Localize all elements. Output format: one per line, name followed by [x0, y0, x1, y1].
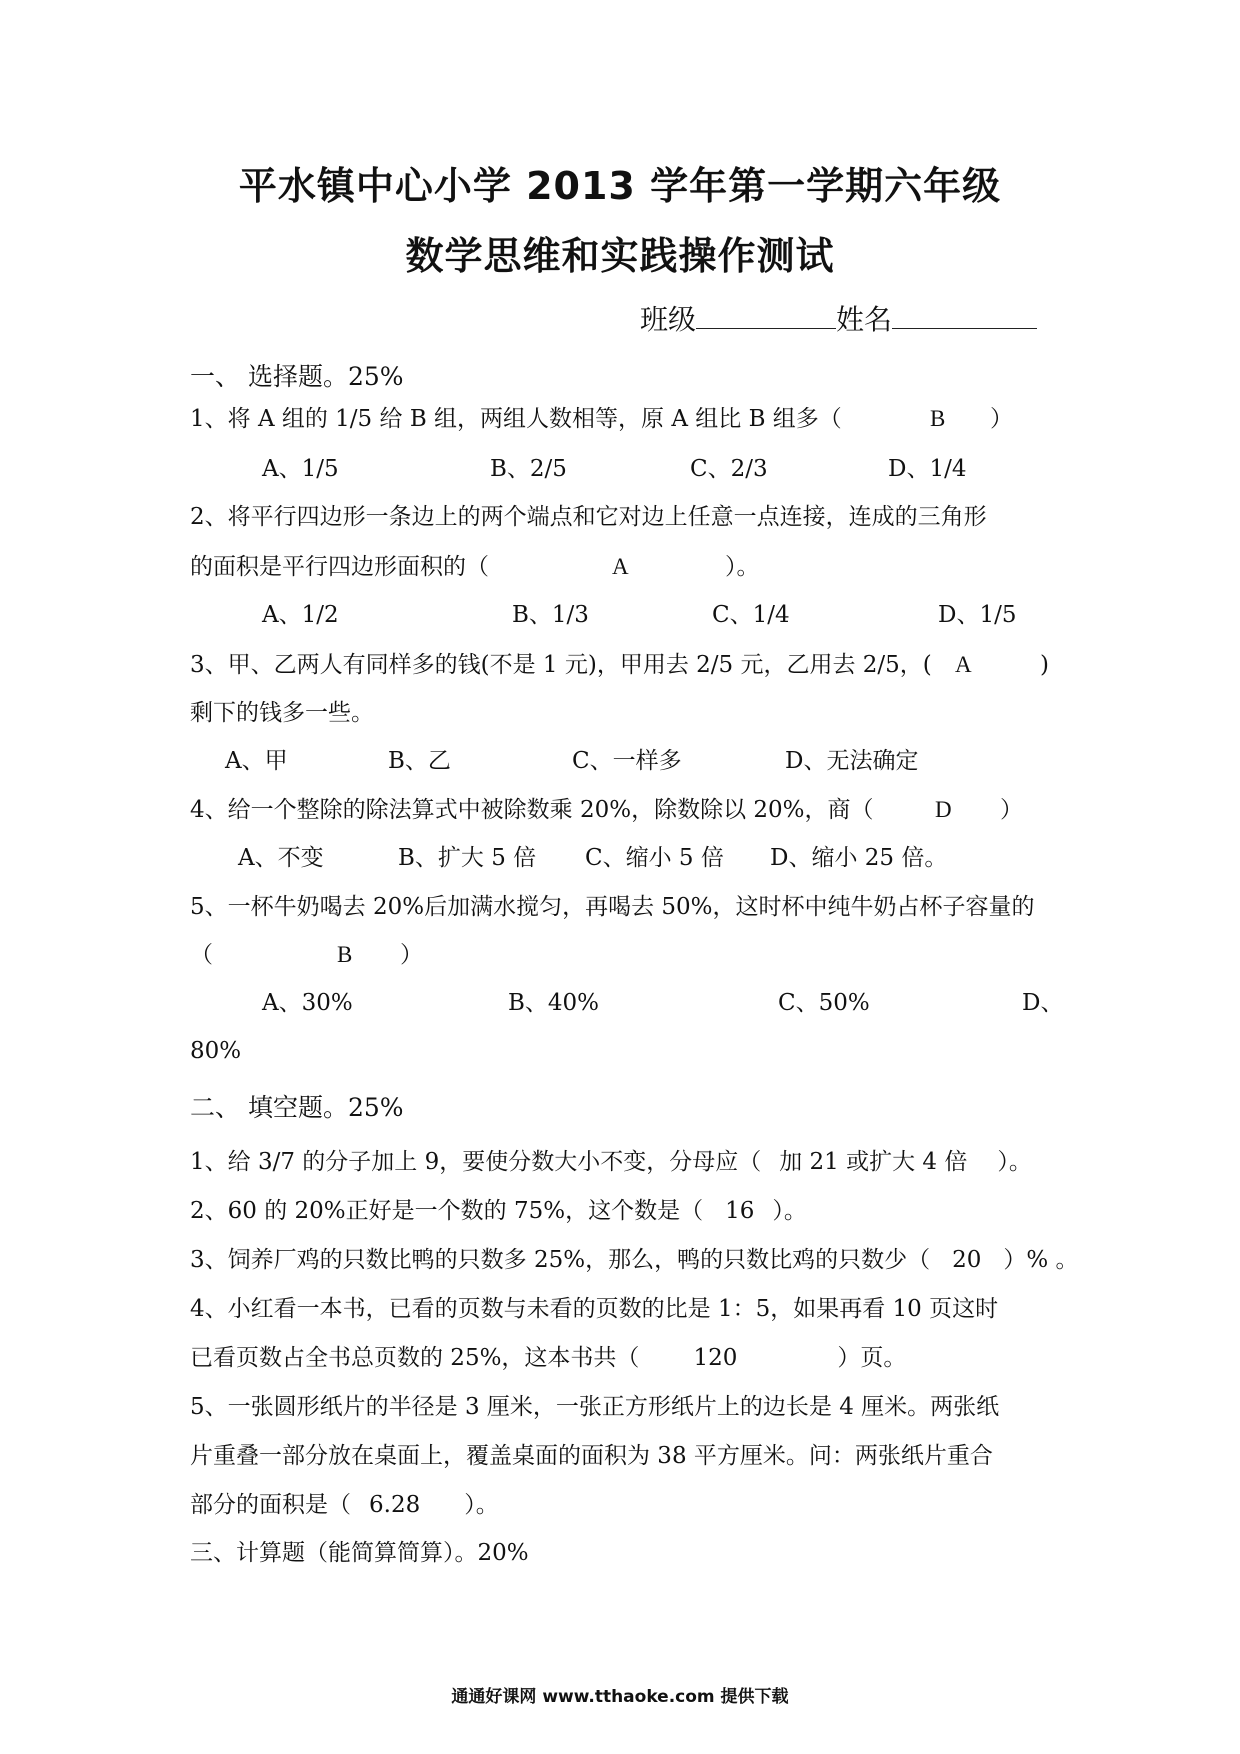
s1-q3-option-a: A、甲 [225, 748, 288, 774]
s2-q3-answer: 20 [952, 1247, 982, 1273]
footer-credit: 通通好课网 www.tthaoke.com 提供下载 [451, 1687, 789, 1707]
s2-q1-end: ）。 [997, 1149, 1032, 1175]
s2-q4-answer: 120 [693, 1345, 738, 1371]
s2-q5-line1: 5、一张圆形纸片的半径是 3 厘米，一张正方形纸片上的边长是 4 厘米。两张纸 [190, 1394, 1000, 1420]
s1-q4-option-a: A、不变 [238, 845, 324, 871]
s1-q3-close: ) [1040, 652, 1049, 678]
name-field[interactable] [892, 306, 1037, 329]
s1-q4-option-c: C、缩小 5 倍 [585, 845, 724, 871]
class-field[interactable] [696, 306, 836, 329]
s2-q1 [190, 1147, 1032, 1177]
s2-q4-line2 [190, 1343, 906, 1373]
s1-q1-close: ） [990, 406, 1013, 432]
s1-q2-line1: 2、将平行四边形一条边上的两个端点和它对边上任意一点连接，连成的三角形 [190, 504, 987, 530]
s2-q3-start: 3、饲养厂鸡的只数比鸭的只数多 25%，那么，鸭的只数比鸡的只数少（ [190, 1247, 931, 1273]
s1-q3-option-d: D、无法确定 [785, 748, 919, 774]
s2-q3-end: ）% 。 [1003, 1247, 1079, 1273]
s2-q5-line2: 片重叠一部分放在桌面上，覆盖桌面的面积为 38 平方厘米。问：两张纸片重合 [190, 1443, 993, 1469]
s1-q3-option-c: C、一样多 [572, 748, 682, 774]
s2-q4-line1: 4、小红看一本书，已看的页数与未看的页数的比是 1：5，如果再看 10 页这时 [190, 1296, 999, 1322]
s2-q2 [190, 1196, 807, 1226]
s1-q3-line1: 3、甲、乙两人有同样多的钱(不是 1 元)，甲用去 2/5 元，乙用去 2/5，( [190, 652, 932, 678]
class-label: 班级 [640, 303, 697, 336]
page-title: 平水镇中心小学 2013 学年第一学期六年级 [238, 164, 1002, 208]
s2-q4-start: 已看页数占全书总页数的 25%，这本书共（ [190, 1345, 640, 1371]
s1-q1-option-a: A、1/5 [262, 456, 339, 482]
page-subtitle: 数学思维和实践操作测试 [405, 234, 835, 278]
s1-q4-stem: 4、给一个整除的除法算式中被除数乘 20%，除数除以 20%，商（ [190, 797, 874, 823]
s1-q1-stem: 1、将 A 组的 1/5 给 B 组，两组人数相等，原 A 组比 B 组多（ [190, 406, 842, 432]
s1-q3-answer: A [955, 652, 972, 677]
s1-q2-option-d: D、1/5 [938, 602, 1017, 628]
s1-q5-option-d: D、 [1022, 990, 1064, 1016]
s1-q4-answer: D [935, 797, 952, 822]
s1-q2-answer: A [612, 554, 629, 579]
s2-q5-line3 [190, 1490, 499, 1520]
s1-q5-option-b: B、40% [508, 990, 600, 1016]
s2-q4-end: ）页。 [837, 1345, 907, 1371]
s2-q2-start: 2、60 的 20%正好是一个数的 75%，这个数是（ [190, 1198, 704, 1224]
s1-q3-line2: 剩下的钱多一些。 [190, 700, 374, 726]
s1-q4-option-b: B、扩大 5 倍 [398, 845, 537, 871]
s1-q1-option-d: D、1/4 [888, 456, 967, 482]
section-3-heading: 三、计算题（能简算简算）。20% [190, 1540, 529, 1566]
header-fields [640, 298, 1037, 338]
name-label: 姓名 [836, 303, 893, 336]
s2-q5-answer: 6.28 [369, 1492, 421, 1518]
s2-q5-end: ）。 [464, 1492, 499, 1518]
s1-q1-option-c: C、2/3 [690, 456, 768, 482]
s1-q4-close: ） [1000, 797, 1023, 823]
s1-q2-option-b: B、1/3 [512, 602, 589, 628]
s1-q5-option-a: A、30% [262, 990, 353, 1016]
s1-q5-answer: B [337, 942, 353, 967]
s1-q4-option-d: D、缩小 25 倍。 [770, 845, 948, 871]
s1-q2-close: ）。 [725, 554, 760, 580]
section-2-heading: 二、 填空题。25% [190, 1093, 404, 1122]
s1-q5-line1: 5、一杯牛奶喝去 20%后加满水搅匀，再喝去 50%，这时杯中纯牛奶占杯子容量的 [190, 894, 1035, 920]
s2-q2-end: ）。 [772, 1198, 807, 1224]
s2-q5-start: 部分的面积是（ [190, 1492, 351, 1518]
s2-q3 [190, 1245, 1079, 1275]
s1-q3-option-b: B、乙 [388, 748, 451, 774]
s1-q2-line2: 的面积是平行四边形面积的（ [190, 554, 489, 580]
s1-q5-open: （ [190, 942, 213, 968]
s1-q1-answer: B [930, 406, 946, 431]
s1-q5-option-d-value: 80% [190, 1038, 242, 1064]
s2-q1-answer: 加 21 或扩大 4 倍 [779, 1149, 968, 1175]
s1-q5-close: ） [400, 942, 423, 968]
section-1-heading: 一、 选择题。25% [190, 362, 404, 391]
s1-q2-option-c: C、1/4 [712, 602, 790, 628]
s2-q1-start: 1、给 3/7 的分子加上 9，要使分数大小不变，分母应（ [190, 1149, 762, 1175]
s1-q5-option-c: C、50% [778, 990, 870, 1016]
s2-q2-answer: 16 [725, 1198, 755, 1224]
s1-q2-option-a: A、1/2 [262, 602, 339, 628]
s1-q1-option-b: B、2/5 [490, 456, 567, 482]
